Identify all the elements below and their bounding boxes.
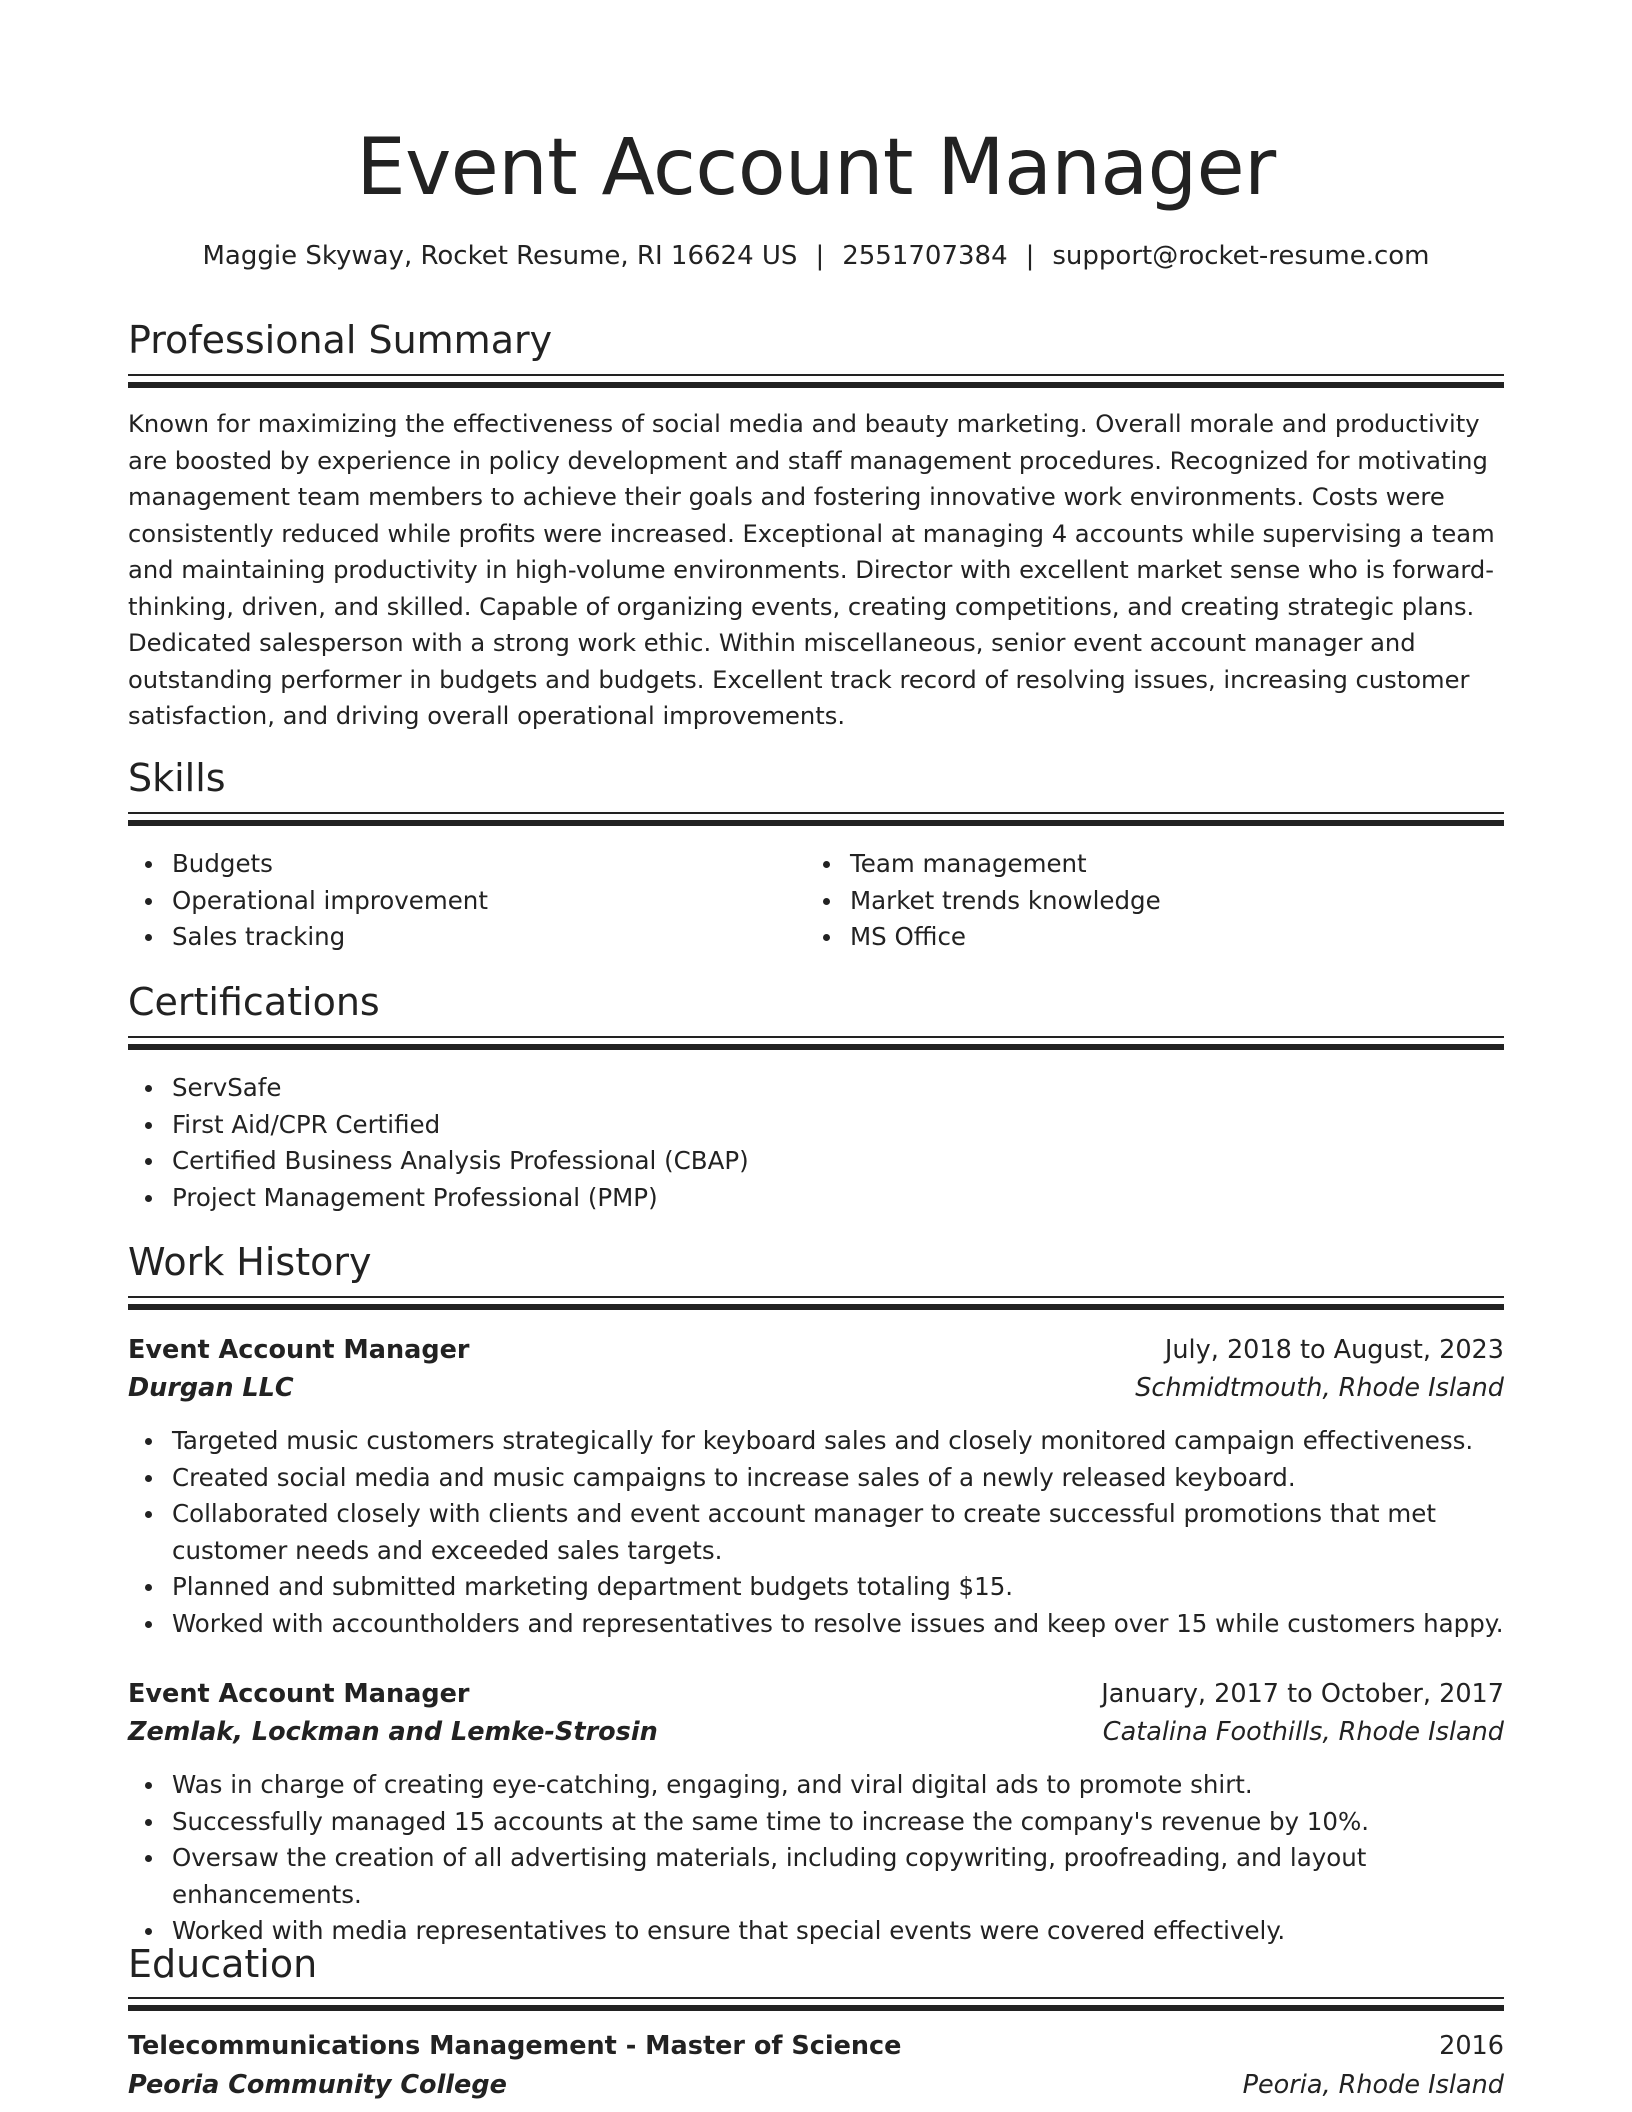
job-bullet: Worked with accountholders and representatives to resolve issues and keep over 15 while customers happy.: [128, 1606, 1504, 1643]
job-bullet: Was in charge of creating eye-catching, engaging, and viral digital ads to promote shirt.: [128, 1767, 1504, 1804]
job-location: Schmidtmouth, Rhode Island: [1135, 1373, 1504, 1403]
job-company-row: [128, 1713, 1504, 1751]
skill-item: Team management: [806, 846, 1466, 883]
skill-item: MS Office: [806, 919, 1466, 956]
job-title: Event Account Manager: [128, 1679, 470, 1709]
contact-phone: 2551707384: [842, 241, 1008, 271]
section-divider: [128, 1036, 1504, 1050]
education-year: 2016: [1439, 2031, 1504, 2061]
education-degree: Telecommunications Management - Master of Science: [128, 2031, 902, 2061]
section-divider: [128, 812, 1504, 826]
contact-line: [0, 238, 1632, 274]
section-heading-education: Education: [128, 1942, 318, 1986]
skill-item: Market trends knowledge: [806, 883, 1466, 920]
job-location: Catalina Foothills, Rhode Island: [1102, 1717, 1504, 1747]
summary-text: Known for maximizing the effectiveness of social media and beauty marketing. Overall morale and productivity are boosted by experience in policy development and staff management procedures. Recognized for motivating management team members to achieve their goals and fostering innovative work environments. Costs were consistently reduced while profits were increased. Exceptional at managing 4 accounts while supervising a team and maintaining productivity in high-volume environments. Director with excellent market sense who is forward-thinking, driven, and skilled. Capable of organizing events, creating competitions, and creating strategic plans. Dedicated salesperson with a strong work ethic. Within miscellaneous, senior event account manager and outstanding performer in budgets and budgets. Excellent track record of resolving issues, increasing customer satisfaction, and driving overall operational improvements.: [128, 410, 1495, 730]
job-bullets: [128, 1767, 1504, 1950]
certification-item: Project Management Professional (PMP): [128, 1180, 1504, 1217]
certification-item: Certified Business Analysis Professional (CBAP): [128, 1143, 1504, 1180]
section-heading-skills: Skills: [128, 756, 226, 800]
section-divider: [128, 374, 1504, 388]
job-company: Durgan LLC: [128, 1373, 294, 1403]
education-location: Peoria, Rhode Island: [1242, 2070, 1504, 2100]
job-dates: January, 2017 to October, 2017: [1101, 1679, 1504, 1709]
job-bullet: Collaborated closely with clients and event account manager to create successful promotions that met customer needs and exceeded sales targets.: [128, 1496, 1504, 1569]
job-bullets: [128, 1423, 1504, 1642]
job-header-row: [128, 1331, 1504, 1369]
contact-email: support@rocket-resume.com: [1052, 241, 1430, 271]
education-header-row: [128, 2027, 1504, 2065]
job-dates: July, 2018 to August, 2023: [1164, 1335, 1504, 1365]
skill-item: Sales tracking: [128, 919, 788, 956]
education-school-row: [128, 2066, 1504, 2104]
job-bullet: Created social media and music campaigns to increase sales of a newly released keyboard.: [128, 1460, 1504, 1497]
section-divider: [128, 1296, 1504, 1310]
job-bullet: Targeted music customers strategically for keyboard sales and closely monitored campaign effectiveness.: [128, 1423, 1504, 1460]
job-bullet: Successfully managed 15 accounts at the same time to increase the company's revenue by 10%.: [128, 1804, 1504, 1841]
contact-address: Maggie Skyway, Rocket Resume, RI 16624 US: [202, 241, 798, 271]
skill-item: Budgets: [128, 846, 788, 883]
skills-list-right: [806, 846, 1466, 956]
contact-separator: |: [1025, 241, 1035, 271]
job-bullet: Oversaw the creation of all advertising materials, including copywriting, proofreading, and layout enhancements.: [128, 1840, 1504, 1913]
skills-list-left: [128, 846, 788, 956]
certifications-list: [128, 1070, 1504, 1216]
job-header-row: [128, 1675, 1504, 1713]
section-heading-certifications: Certifications: [128, 980, 380, 1024]
job-company-row: [128, 1369, 1504, 1407]
section-divider: [128, 1997, 1504, 2011]
resume-title: Event Account Manager: [356, 123, 1276, 213]
contact-separator: |: [815, 241, 825, 271]
job-title: Event Account Manager: [128, 1335, 470, 1365]
education-school: Peoria Community College: [128, 2070, 507, 2100]
section-heading-summary: Professional Summary: [128, 318, 553, 362]
job-bullet: Worked with media representatives to ensure that special events were covered effectively.: [128, 1913, 1504, 1950]
certification-item: First Aid/CPR Certified: [128, 1107, 1504, 1144]
section-heading-work-history: Work History: [128, 1240, 372, 1284]
job-company: Zemlak, Lockman and Lemke-Strosin: [128, 1717, 658, 1747]
certification-item: ServSafe: [128, 1070, 1504, 1107]
skill-item: Operational improvement: [128, 883, 788, 920]
job-bullet: Planned and submitted marketing department budgets totaling $15.: [128, 1569, 1504, 1606]
